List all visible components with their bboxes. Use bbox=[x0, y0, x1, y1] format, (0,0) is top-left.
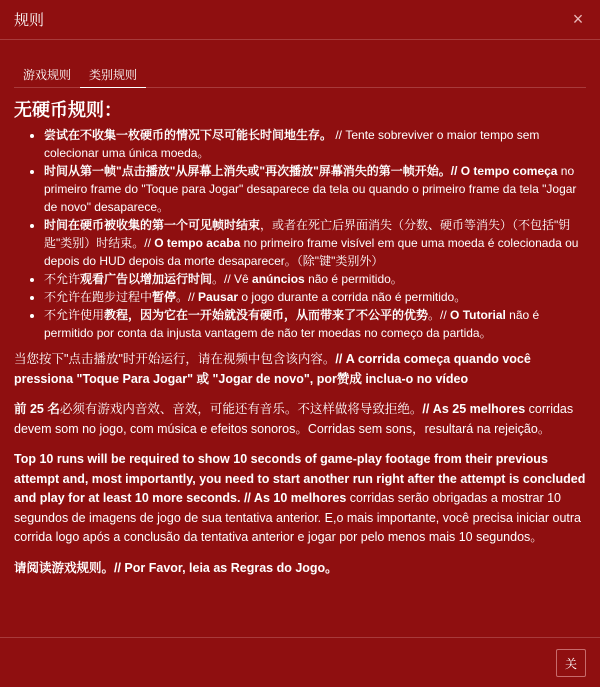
list-item bbox=[44, 270, 586, 288]
rules-heading: 无硬币规则： bbox=[14, 100, 122, 120]
rule-bold: 教程，因为它在一开始就没有硬币，从而带来了不公平的优势 bbox=[104, 308, 429, 322]
close-icon[interactable]: × bbox=[572, 9, 584, 29]
rule-bold: O Tutorial bbox=[450, 308, 506, 322]
paragraph-top-25 bbox=[14, 400, 586, 439]
rule-bold: 尝试在不收集一枚硬币的情况下尽可能长时间地生存。 bbox=[44, 128, 333, 142]
rules-content bbox=[14, 88, 586, 578]
rule-bold: 暂停 bbox=[152, 290, 177, 304]
list-item bbox=[44, 306, 586, 342]
rule-bold: anúncios bbox=[252, 272, 305, 286]
rule-text: não é permitido。 bbox=[304, 272, 403, 286]
para-bold: // As 25 melhores bbox=[422, 402, 526, 416]
list-item bbox=[44, 126, 586, 162]
para-bold: 前 25 名 bbox=[14, 402, 60, 416]
rule-text: 不允许在跑步过程中 bbox=[44, 290, 153, 304]
paragraph-start-run bbox=[14, 350, 586, 389]
para-text: corridas serão obrigadas a mostrar 10 segundos de imagens de jogo de sua tentativa anterior. E,o mais importante, você precisa iniciar outra corrida logo após a conclusão da tentativa anterior e jogar por pelo menos mais 10 segundos。 bbox=[14, 491, 581, 544]
para-bold: // A corrida começa quando você pressiona "Toque Para Jogar" 或 "Jogar de novo", por赞成 inclua-o no vídeo bbox=[14, 352, 531, 386]
para-text: 必须有游戏内音效、音效，可能还有音乐。不这样做将导致拒绝。 bbox=[59, 402, 423, 416]
tab-game-rules[interactable]: 游戏规则 bbox=[23, 68, 72, 82]
rule-text: 。// Vê bbox=[212, 272, 253, 286]
rule-text: // Tente sobreviver o maior tempo sem colecionar uma única moeda。 bbox=[44, 128, 540, 160]
rule-bold: 时间从第一帧"点击播放"从屏幕上消失或"再次播放"屏幕消失的第一帧开始。// O tempo começa bbox=[44, 164, 558, 178]
dialog-header bbox=[0, 0, 600, 40]
tab-bar bbox=[14, 56, 586, 88]
paragraph-top-10 bbox=[14, 450, 586, 548]
rule-text: no primeiro frame visível em que uma moeda é colecionada ou depois do HUD depois da morte desaparecer。（除"键"类别外） bbox=[44, 236, 579, 268]
list-item bbox=[44, 216, 586, 270]
rule-text: no primeiro frame do "Toque para Jogar" desaparece da tela ou quando o primeiro frame da tela "Jogar de novo" desaparece。 bbox=[44, 164, 577, 214]
rule-bold: O tempo acaba bbox=[154, 236, 241, 250]
list-item bbox=[44, 288, 586, 306]
rule-text: 。// bbox=[428, 308, 451, 322]
rules-list bbox=[14, 126, 586, 342]
rule-text: o jogo durante a corrida não é permitido。 bbox=[238, 290, 467, 304]
rule-text: ，或者在死亡后界面消失（分数、硬币等消失）（不包括"钥匙"类别）时结束。// bbox=[44, 218, 571, 250]
list-item bbox=[44, 162, 586, 216]
para-bold: 请阅读游戏规则。// Por Favor, leia as Regras do Jogo。 bbox=[14, 560, 338, 575]
rule-bold: Pausar bbox=[198, 290, 239, 304]
rule-text: 不允许 bbox=[44, 272, 81, 286]
rule-bold: 观看广告以增加运行时间 bbox=[80, 272, 213, 286]
close-button[interactable]: 关 bbox=[556, 649, 586, 677]
dialog-title: 规则 bbox=[14, 12, 45, 29]
rule-text: 不允许使用 bbox=[44, 308, 105, 322]
dialog-footer bbox=[0, 637, 600, 687]
para-text: corridas devem som no jogo, com música e efeitos sonoros。Corridas sem sons，resultará na rejeição。 bbox=[14, 402, 574, 436]
rule-text: 。// bbox=[176, 290, 199, 304]
paragraph-read-rules bbox=[14, 559, 586, 579]
rule-text: não é permitido por conta da injusta vantagem de não ter moedas no começo da partida。 bbox=[44, 308, 540, 340]
dialog-body bbox=[0, 40, 600, 578]
tab-category-rules[interactable]: 类别规则 bbox=[80, 56, 146, 88]
para-text: 当您按下"点击播放"时开始运行，请在视频中包含该内容。 bbox=[14, 352, 336, 366]
rule-bold: 时间在硬币被收集的第一个可见帧时结束 bbox=[44, 218, 261, 232]
para-bold: // As 10 melhores bbox=[240, 491, 347, 505]
para-bold: Top 10 runs will be required to show 10 seconds of game-play footage from their previous attempt and, most importantly, you need to start another run right after the attempt is concluded and play for at least 10 more seconds. bbox=[14, 452, 586, 505]
